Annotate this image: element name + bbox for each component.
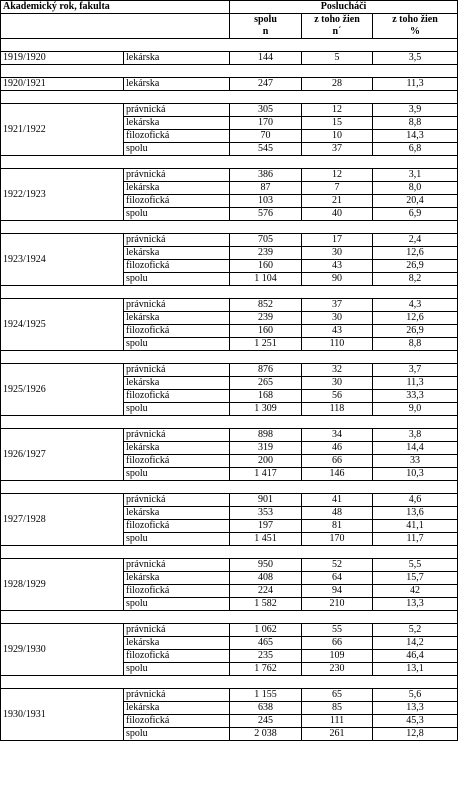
women-pct-cell: 6,9 (373, 208, 458, 221)
women-pct-cell: 11,3 (373, 78, 458, 91)
spacer-row (1, 65, 458, 78)
faculty-cell: lekárska (124, 52, 230, 65)
total-cell: 103 (230, 195, 302, 208)
women-cell: 146 (302, 468, 373, 481)
women-cell: 94 (302, 585, 373, 598)
women-pct-cell: 20,4 (373, 195, 458, 208)
women-pct-cell: 15,7 (373, 572, 458, 585)
total-cell: 224 (230, 585, 302, 598)
total-cell: 950 (230, 559, 302, 572)
women-cell: 5 (302, 52, 373, 65)
total-cell: 638 (230, 702, 302, 715)
total-cell: 1 417 (230, 468, 302, 481)
faculty-cell: právnická (124, 234, 230, 247)
women-cell: 40 (302, 208, 373, 221)
women-pct-cell: 3,8 (373, 429, 458, 442)
women-cell: 64 (302, 572, 373, 585)
total-cell: 319 (230, 442, 302, 455)
women-cell: 66 (302, 637, 373, 650)
women-pct-cell: 8,8 (373, 338, 458, 351)
faculty-cell: právnická (124, 169, 230, 182)
year-cell: 1928/1929 (1, 559, 124, 611)
women-pct-cell: 13,1 (373, 663, 458, 676)
total-cell: 898 (230, 429, 302, 442)
women-cell: 43 (302, 260, 373, 273)
faculty-cell: právnická (124, 299, 230, 312)
faculty-cell: lekárska (124, 247, 230, 260)
total-cell: 353 (230, 507, 302, 520)
faculty-cell: lekárska (124, 182, 230, 195)
spacer-cell (1, 676, 458, 689)
total-cell: 1 104 (230, 273, 302, 286)
table-row (1, 234, 458, 247)
spacer-row (1, 546, 458, 559)
total-cell: 239 (230, 312, 302, 325)
women-cell: 85 (302, 702, 373, 715)
women-pct-cell: 3,9 (373, 104, 458, 117)
women-cell: 65 (302, 689, 373, 702)
subheader-women-line2: n´ (332, 26, 342, 37)
table-row (1, 429, 458, 442)
total-cell: 408 (230, 572, 302, 585)
women-cell: 7 (302, 182, 373, 195)
year-cell: 1929/1930 (1, 624, 124, 676)
total-cell: 1 155 (230, 689, 302, 702)
total-cell: 170 (230, 117, 302, 130)
year-cell: 1921/1922 (1, 104, 124, 156)
faculty-cell: filozofická (124, 650, 230, 663)
women-pct-cell: 5,2 (373, 624, 458, 637)
spacer-row (1, 676, 458, 689)
women-pct-cell: 3,7 (373, 364, 458, 377)
faculty-cell: právnická (124, 559, 230, 572)
total-cell: 1 582 (230, 598, 302, 611)
faculty-cell: spolu (124, 533, 230, 546)
women-pct-cell: 33 (373, 455, 458, 468)
year-cell: 1924/1925 (1, 299, 124, 351)
header-row (1, 1, 458, 14)
women-pct-cell: 10,3 (373, 468, 458, 481)
women-cell: 55 (302, 624, 373, 637)
women-cell: 12 (302, 104, 373, 117)
women-cell: 30 (302, 312, 373, 325)
faculty-cell: právnická (124, 494, 230, 507)
women-pct-cell: 8,0 (373, 182, 458, 195)
table-row (1, 52, 458, 65)
spacer-row (1, 156, 458, 169)
spacer-cell (1, 351, 458, 364)
subheader-women (302, 14, 373, 39)
women-cell: 261 (302, 728, 373, 741)
women-cell: 21 (302, 195, 373, 208)
faculty-cell: filozofická (124, 585, 230, 598)
total-cell: 901 (230, 494, 302, 507)
women-pct-cell: 33,3 (373, 390, 458, 403)
women-cell: 41 (302, 494, 373, 507)
faculty-cell: lekárska (124, 442, 230, 455)
women-pct-cell: 12,6 (373, 247, 458, 260)
women-pct-cell: 14,3 (373, 130, 458, 143)
total-cell: 576 (230, 208, 302, 221)
total-cell: 545 (230, 143, 302, 156)
spacer-row (1, 416, 458, 429)
table-row (1, 78, 458, 91)
spacer-row (1, 611, 458, 624)
faculty-cell: filozofická (124, 390, 230, 403)
women-pct-cell: 26,9 (373, 325, 458, 338)
subheader-pct-line2: % (410, 26, 421, 37)
table-row (1, 624, 458, 637)
women-pct-cell: 42 (373, 585, 458, 598)
spacer-row (1, 221, 458, 234)
faculty-cell: lekárska (124, 312, 230, 325)
women-pct-cell: 11,3 (373, 377, 458, 390)
total-cell: 160 (230, 325, 302, 338)
spacer-cell (1, 416, 458, 429)
total-cell: 2 038 (230, 728, 302, 741)
faculty-cell: spolu (124, 338, 230, 351)
women-cell: 210 (302, 598, 373, 611)
table-row (1, 494, 458, 507)
year-cell: 1926/1927 (1, 429, 124, 481)
women-cell: 17 (302, 234, 373, 247)
women-pct-cell: 2,4 (373, 234, 458, 247)
women-cell: 118 (302, 403, 373, 416)
header-students: Poslucháči (230, 1, 458, 14)
women-cell: 48 (302, 507, 373, 520)
women-cell: 30 (302, 377, 373, 390)
subheader-women-line1: z toho žien (314, 14, 360, 25)
faculty-cell: filozofická (124, 260, 230, 273)
women-cell: 170 (302, 533, 373, 546)
faculty-cell: lekárska (124, 637, 230, 650)
women-pct-cell: 13,3 (373, 702, 458, 715)
faculty-cell: spolu (124, 728, 230, 741)
spacer-cell (1, 156, 458, 169)
table-row (1, 559, 458, 572)
faculty-cell: lekárska (124, 377, 230, 390)
subheader-empty (1, 14, 230, 39)
faculty-cell: lekárska (124, 507, 230, 520)
spacer-cell (1, 481, 458, 494)
spacer-row (1, 39, 458, 52)
spacer-row (1, 481, 458, 494)
women-cell: 15 (302, 117, 373, 130)
women-pct-cell: 14,4 (373, 442, 458, 455)
women-pct-cell: 12,8 (373, 728, 458, 741)
women-cell: 46 (302, 442, 373, 455)
faculty-cell: právnická (124, 624, 230, 637)
total-cell: 876 (230, 364, 302, 377)
faculty-cell: filozofická (124, 130, 230, 143)
year-cell: 1927/1928 (1, 494, 124, 546)
women-pct-cell: 26,9 (373, 260, 458, 273)
total-cell: 168 (230, 390, 302, 403)
women-cell: 110 (302, 338, 373, 351)
total-cell: 465 (230, 637, 302, 650)
subheader-total (230, 14, 302, 39)
total-cell: 144 (230, 52, 302, 65)
spacer-row (1, 91, 458, 104)
faculty-cell: spolu (124, 663, 230, 676)
women-cell: 230 (302, 663, 373, 676)
table-row (1, 299, 458, 312)
faculty-cell: filozofická (124, 195, 230, 208)
faculty-cell: lekárska (124, 117, 230, 130)
total-cell: 247 (230, 78, 302, 91)
women-pct-cell: 45,3 (373, 715, 458, 728)
table-row (1, 689, 458, 702)
subheader-total-line2: n (262, 26, 269, 37)
women-pct-cell: 12,6 (373, 312, 458, 325)
women-pct-cell: 8,2 (373, 273, 458, 286)
women-cell: 111 (302, 715, 373, 728)
women-cell: 12 (302, 169, 373, 182)
women-pct-cell: 41,1 (373, 520, 458, 533)
women-pct-cell: 9,0 (373, 403, 458, 416)
women-pct-cell: 3,1 (373, 169, 458, 182)
women-cell: 43 (302, 325, 373, 338)
women-pct-cell: 5,5 (373, 559, 458, 572)
faculty-cell: spolu (124, 143, 230, 156)
total-cell: 160 (230, 260, 302, 273)
faculty-cell: filozofická (124, 325, 230, 338)
women-pct-cell: 3,5 (373, 52, 458, 65)
women-pct-cell: 4,6 (373, 494, 458, 507)
table-row (1, 364, 458, 377)
subheader-row (1, 14, 458, 39)
total-cell: 239 (230, 247, 302, 260)
total-cell: 305 (230, 104, 302, 117)
total-cell: 197 (230, 520, 302, 533)
total-cell: 200 (230, 455, 302, 468)
women-pct-cell: 8,8 (373, 117, 458, 130)
women-cell: 56 (302, 390, 373, 403)
spacer-cell (1, 611, 458, 624)
faculty-cell: spolu (124, 273, 230, 286)
total-cell: 852 (230, 299, 302, 312)
subheader-pct-line1: z toho žien (392, 14, 438, 25)
faculty-cell: filozofická (124, 455, 230, 468)
spacer-cell (1, 546, 458, 559)
total-cell: 1 309 (230, 403, 302, 416)
total-cell: 1 251 (230, 338, 302, 351)
faculty-cell: spolu (124, 403, 230, 416)
women-cell: 28 (302, 78, 373, 91)
women-cell: 37 (302, 143, 373, 156)
year-cell: 1930/1931 (1, 689, 124, 741)
total-cell: 235 (230, 650, 302, 663)
faculty-cell: lekárska (124, 702, 230, 715)
header-year-faculty: Akademický rok, fakulta (1, 1, 230, 14)
women-cell: 34 (302, 429, 373, 442)
spacer-cell (1, 221, 458, 234)
total-cell: 265 (230, 377, 302, 390)
women-cell: 37 (302, 299, 373, 312)
subheader-women-pct (373, 14, 458, 39)
faculty-cell: spolu (124, 208, 230, 221)
faculty-cell: právnická (124, 689, 230, 702)
total-cell: 245 (230, 715, 302, 728)
faculty-cell: filozofická (124, 520, 230, 533)
spacer-cell (1, 65, 458, 78)
year-cell: 1920/1921 (1, 78, 124, 91)
spacer-cell (1, 39, 458, 52)
total-cell: 1 451 (230, 533, 302, 546)
table-row (1, 104, 458, 117)
total-cell: 705 (230, 234, 302, 247)
subheader-total-line1: spolu (254, 14, 277, 25)
women-pct-cell: 14,2 (373, 637, 458, 650)
women-pct-cell: 5,6 (373, 689, 458, 702)
spacer-row (1, 351, 458, 364)
women-cell: 90 (302, 273, 373, 286)
faculty-cell: právnická (124, 104, 230, 117)
faculty-cell: lekárska (124, 572, 230, 585)
total-cell: 1 762 (230, 663, 302, 676)
faculty-cell: právnická (124, 429, 230, 442)
year-cell: 1923/1924 (1, 234, 124, 286)
spacer-cell (1, 286, 458, 299)
year-cell: 1922/1923 (1, 169, 124, 221)
women-pct-cell: 13,3 (373, 598, 458, 611)
table-body (1, 1, 458, 741)
women-pct-cell: 46,4 (373, 650, 458, 663)
women-cell: 52 (302, 559, 373, 572)
women-cell: 81 (302, 520, 373, 533)
women-pct-cell: 6,8 (373, 143, 458, 156)
faculty-cell: filozofická (124, 715, 230, 728)
year-cell: 1919/1920 (1, 52, 124, 65)
women-cell: 30 (302, 247, 373, 260)
total-cell: 87 (230, 182, 302, 195)
faculty-cell: spolu (124, 468, 230, 481)
faculty-cell: spolu (124, 598, 230, 611)
spacer-cell (1, 91, 458, 104)
women-cell: 109 (302, 650, 373, 663)
spacer-row (1, 286, 458, 299)
women-cell: 66 (302, 455, 373, 468)
women-cell: 10 (302, 130, 373, 143)
table-row (1, 169, 458, 182)
total-cell: 1 062 (230, 624, 302, 637)
women-pct-cell: 11,7 (373, 533, 458, 546)
total-cell: 70 (230, 130, 302, 143)
total-cell: 386 (230, 169, 302, 182)
women-pct-cell: 4,3 (373, 299, 458, 312)
women-pct-cell: 13,6 (373, 507, 458, 520)
year-cell: 1925/1926 (1, 364, 124, 416)
faculty-cell: právnická (124, 364, 230, 377)
women-cell: 32 (302, 364, 373, 377)
faculty-cell: lekárska (124, 78, 230, 91)
